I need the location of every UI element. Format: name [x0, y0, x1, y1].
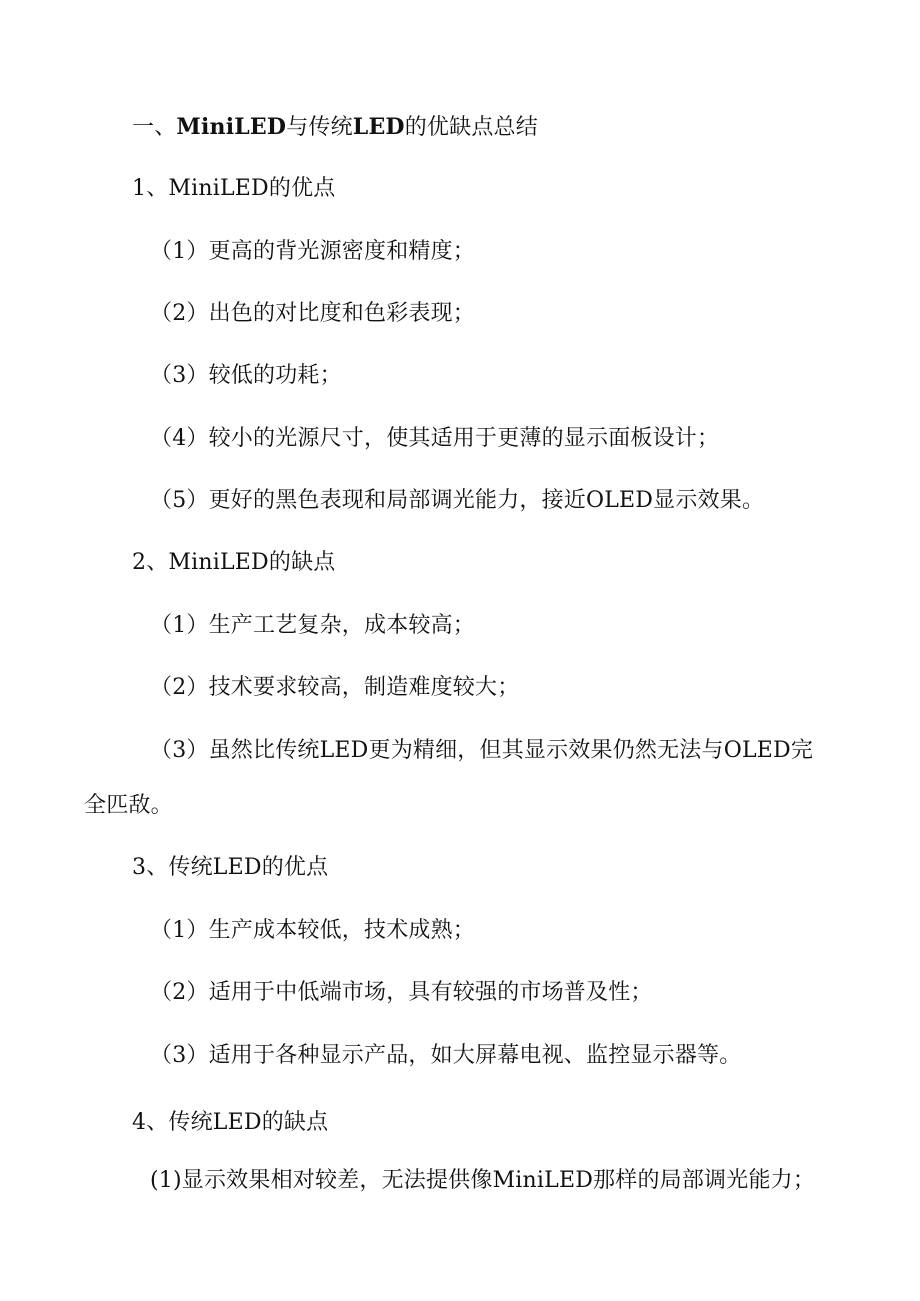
list-item: （3）虽然比传统LED更为精细，但其显示效果仍然无法与OLED完	[150, 738, 814, 763]
section-heading: 1、MiniLED的优点	[132, 176, 336, 201]
section-heading: 4、传统LED的缺点	[132, 1110, 329, 1135]
list-item: （1）生产工艺复杂，成本较高；	[150, 613, 475, 638]
section-heading: 2、MiniLED的缺点	[132, 550, 336, 575]
list-item: （3）较低的功耗；	[150, 363, 342, 388]
list-item: （1）生产成本较低，技术成熟；	[150, 918, 475, 943]
list-item: （2）适用于中低端市场，具有较强的市场普及性；	[150, 980, 653, 1005]
title-mid: 与传统	[286, 115, 353, 140]
list-item: （5）更好的黑色表现和局部调光能力，接近OLED显示效果。	[150, 488, 765, 513]
list-item: （1）更高的背光源密度和精度；	[150, 239, 475, 264]
list-item: （2）出色的对比度和色彩表现；	[150, 301, 475, 326]
title-miniled: MiniLED	[176, 114, 287, 140]
title-suffix: 的优缺点总结	[404, 115, 538, 140]
title-led: LED	[352, 114, 405, 140]
list-item: (1)显示效果相对较差，无法提供像MiniLED那样的局部调光能力；	[150, 1168, 816, 1193]
list-item: （2）技术要求较高，制造难度较大；	[150, 675, 520, 700]
list-item: （4）较小的光源尺寸，使其适用于更薄的显示面板设计；	[150, 426, 720, 451]
section-heading: 3、传统LED的优点	[132, 855, 329, 880]
list-item: （3）适用于各种显示产品，如大屏幕电视、监控显示器等。	[150, 1043, 742, 1068]
title-prefix: 一、	[132, 115, 177, 140]
document-title	[132, 112, 538, 143]
list-item-continuation: 全匹敌。	[84, 793, 173, 818]
